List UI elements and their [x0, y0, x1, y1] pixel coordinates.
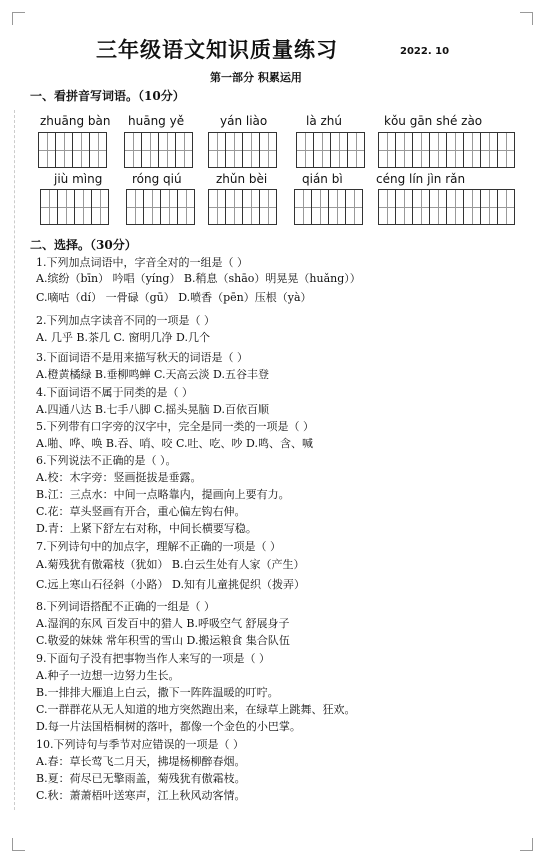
pinyin-label: qián bì [302, 172, 343, 186]
writing-grid[interactable] [126, 189, 194, 225]
corner-mark-bottom-left [12, 838, 25, 851]
question-line: D.青：上紧下舒左右对称，中间长横要写稳。 [36, 522, 257, 535]
question-line: 2.下列加点字读音不同的一项是（ ） [36, 314, 215, 327]
question-line: A.春：草长莺飞二月天，拂堤杨柳醉春烟。 [36, 755, 246, 768]
pinyin-label: céng lín jìn rǎn [376, 172, 466, 186]
writing-grid[interactable] [296, 132, 364, 168]
question-line: C.一群群花从无人知道的地方突然跑出来，在绿草上跳舞、狂欢。 [36, 703, 356, 716]
question-line: C.嘀咕（dí） 一骨碌（gū） D.喷香（pēn）压根（yà） [36, 291, 312, 304]
question-line: A.啪、哗、唤 B.吞、哨、咬 C.吐、吃、吵 D.鸣、含、喊 [36, 437, 313, 450]
question-line: A.湿润的东风 百发百中的猎人 B.呼吸空气 舒展身子 [36, 617, 290, 630]
question-line: B.一排排大雁追上白云，撒下一阵阵温暖的叮咛。 [36, 686, 279, 699]
pinyin-label: kǒu gān shé zào [384, 114, 483, 128]
question-line: 1.下列加点词语中，字音全对的一组是（ ） [36, 256, 248, 269]
writing-grid[interactable] [378, 189, 514, 225]
writing-grid[interactable] [38, 132, 106, 168]
binding-line [14, 110, 15, 810]
question-line: 9.下面句子没有把事物当作人来写的一项是（ ） [36, 652, 270, 665]
exam-date: 2022. 10 [400, 46, 450, 57]
question-line: 8.下列词语搭配不正确的一组是（ ） [36, 600, 215, 613]
question-line: A.校：木字旁：竖画挺拔是垂露。 [36, 471, 202, 484]
question-line: A. 几乎 B.茶几 C. 窗明几净 D.几个 [36, 331, 210, 344]
question-line: C.花：草头竖画有开合，重心偏左钩右伸。 [36, 505, 246, 518]
pinyin-label: zhuāng bàn [40, 114, 111, 128]
writing-grid[interactable] [124, 132, 192, 168]
question-line: 10.下列诗句与季节对应错误的一项是（ ） [36, 738, 244, 751]
question-line: A.种子一边想一边努力生长。 [36, 669, 180, 682]
pinyin-label: huāng yě [128, 114, 185, 128]
question-line: 4.下面词语不属于同类的是（ ） [36, 386, 193, 399]
question-line: 5.下列带有口字旁的汉字中，完全是同一类的一项是（ ） [36, 420, 314, 433]
question-line: C.秋：萧萧梧叶送寒声，江上秋风动客情。 [36, 789, 246, 802]
question-line: C.敬爱的妹妹 常年积雪的雪山 D.搬运粮食 集合队伍 [36, 634, 290, 647]
question-line: A.四通八达 B.七手八脚 C.摇头晃脑 D.百依百顺 [36, 403, 269, 416]
part-heading: 第一部分 积累运用 [210, 71, 302, 84]
writing-grid[interactable] [294, 189, 362, 225]
question-line: A.橙黄橘绿 B.垂柳鸣蝉 C.天高云淡 D.五谷丰登 [36, 368, 269, 381]
question-line: 3.下面词语不是用来描写秋天的词语是（ ） [36, 351, 248, 364]
writing-grid[interactable] [208, 189, 276, 225]
writing-grid[interactable] [40, 189, 108, 225]
question-line: A.菊残犹有傲霜枝（犹如） B.白云生处有人家（产生） [36, 558, 305, 571]
question-line: A.缤纷（bīn） 吟唱（yíng） B.稍息（shāo）明晃晃（huǎng）） [36, 272, 361, 285]
question-line: 7.下列诗句中的加点字，理解不正确的一项是（ ） [36, 540, 281, 553]
corner-mark-bottom-right [520, 838, 533, 851]
pinyin-label: zhǔn bèi [216, 172, 268, 186]
section1-heading: 一、看拼音写词语。（10分） [30, 89, 185, 103]
pinyin-label: róng qiú [132, 172, 182, 186]
section2-heading: 二、选择。（30分） [30, 238, 137, 252]
corner-mark-top-right [520, 12, 533, 25]
corner-mark-top-left [12, 12, 25, 25]
writing-grid[interactable] [378, 132, 514, 168]
question-line: B.江：三点水：中间一点略靠内，提画向上要有力。 [36, 488, 290, 501]
writing-grid[interactable] [208, 132, 276, 168]
question-line: 6.下列说法不正确的是（ ）。 [36, 454, 177, 467]
pinyin-label: yán liào [220, 114, 268, 128]
pinyin-label: jiù mìng [54, 172, 103, 186]
page-title: 三年级语文知识质量练习 [96, 37, 338, 62]
question-line: B.夏：荷尽已无擎雨盖，菊残犹有傲霜枝。 [36, 772, 246, 785]
pinyin-label: là zhú [306, 114, 343, 128]
question-line: C.远上寒山石径斜（小路） D.知有儿童挑促织（拨弄） [36, 578, 305, 591]
question-line: D.每一片法国梧桐树的落叶，都像一个金色的小巴掌。 [36, 720, 301, 733]
